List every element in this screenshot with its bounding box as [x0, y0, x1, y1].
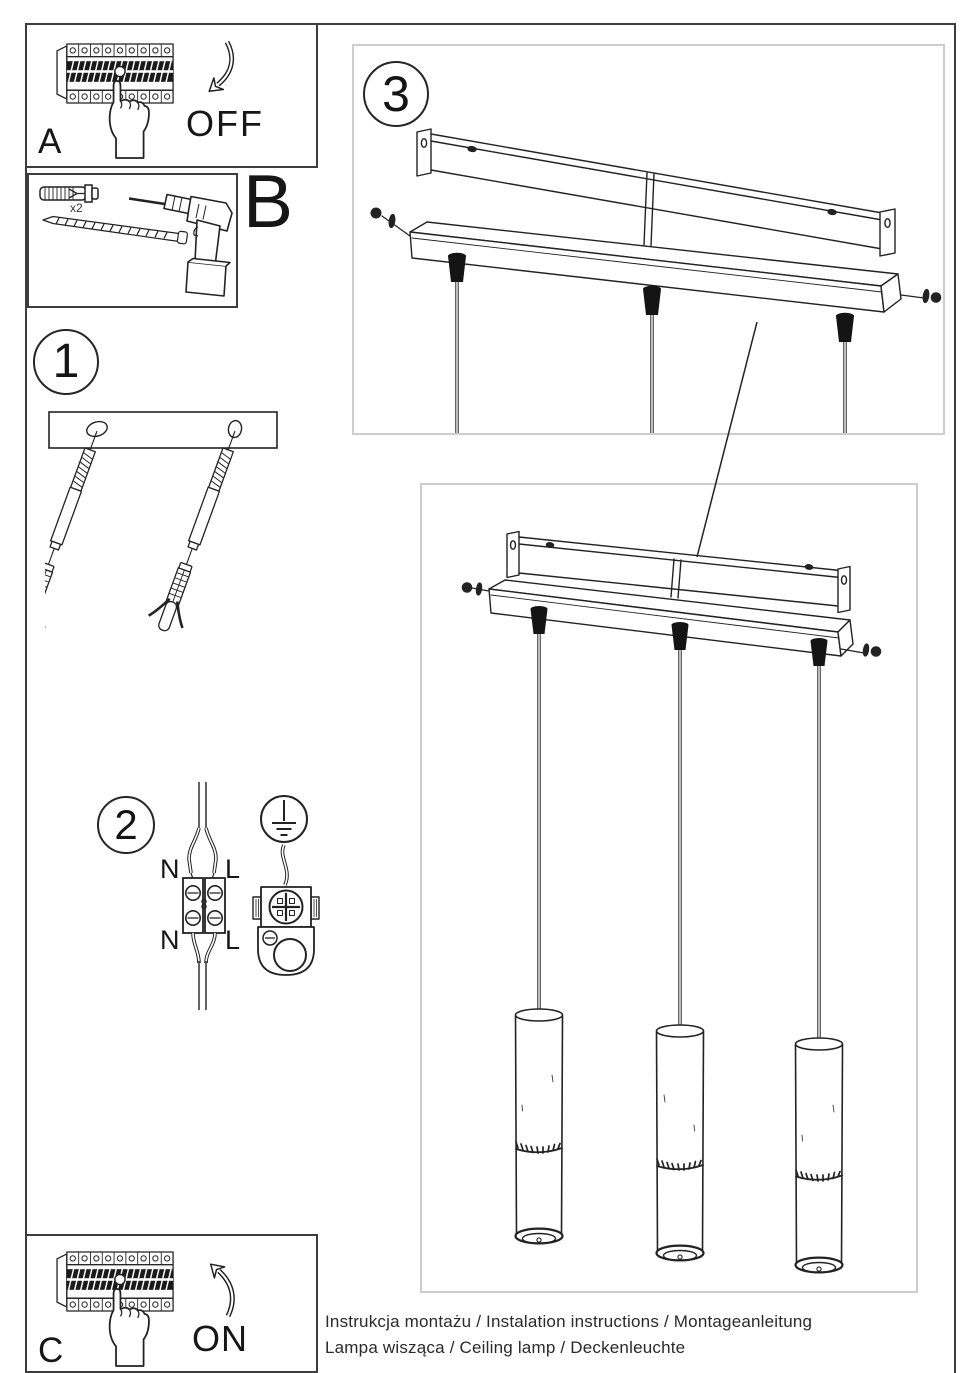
pendant-cylinder-3	[796, 1038, 843, 1273]
panel-c-label: C	[38, 1331, 64, 1370]
panel-c-on-label: ON	[192, 1318, 248, 1359]
panel-step3	[352, 44, 945, 435]
step-2-badge	[97, 796, 155, 854]
panel-a-off-label: OFF	[186, 103, 264, 144]
footer-title-line1: Instrukcja montażu / Instalation instructions / Montageanleitung	[325, 1312, 813, 1331]
screw-anchor-left-icon	[45, 425, 114, 637]
step-3-badge	[363, 61, 429, 127]
pendant-lamp-illustration	[422, 485, 916, 1291]
step-2-number: 2	[114, 801, 138, 848]
ground-clamp-icon	[248, 843, 330, 1001]
mounting-plate-illustration	[45, 405, 317, 647]
step-3-number: 3	[382, 66, 410, 122]
pendant-cylinder-1	[516, 1009, 563, 1244]
breaker-on-illustration	[27, 1236, 316, 1369]
circuit-breaker-hand-icon	[57, 44, 173, 158]
tools-illustration	[29, 175, 236, 306]
wall-anchor-icon	[40, 185, 98, 202]
panel-a-label: A	[38, 122, 62, 161]
panel-a	[25, 23, 318, 168]
circuit-breaker-hand-icon	[57, 1252, 173, 1366]
terminal-l-bottom-label: L	[225, 925, 241, 955]
panel-c	[25, 1234, 318, 1373]
arrow-up-icon	[211, 1264, 233, 1316]
canopy-exploded-illustration	[354, 46, 943, 433]
screw-icon	[43, 217, 188, 245]
panel-b-label: B	[243, 159, 294, 243]
panel-b	[27, 173, 238, 308]
terminal-l-top-label: L	[225, 854, 241, 884]
screw-anchor-right-icon	[146, 425, 252, 637]
drill-icon	[129, 195, 232, 297]
step-1-badge	[33, 329, 99, 395]
terminal-n-top-label: N	[160, 854, 180, 884]
arrow-down-icon	[209, 42, 231, 91]
terminal-n-bottom-label: N	[160, 925, 180, 955]
anchor-quantity-label: x2	[70, 201, 83, 215]
footer-title-line2: Lampa wisząca / Ceiling lamp / Deckenleuchte	[325, 1338, 686, 1357]
breaker-off-illustration	[27, 25, 316, 166]
panel-assembled-lamp	[420, 483, 918, 1293]
step-1-number: 1	[52, 335, 80, 388]
pendant-cylinder-2	[657, 1025, 704, 1261]
